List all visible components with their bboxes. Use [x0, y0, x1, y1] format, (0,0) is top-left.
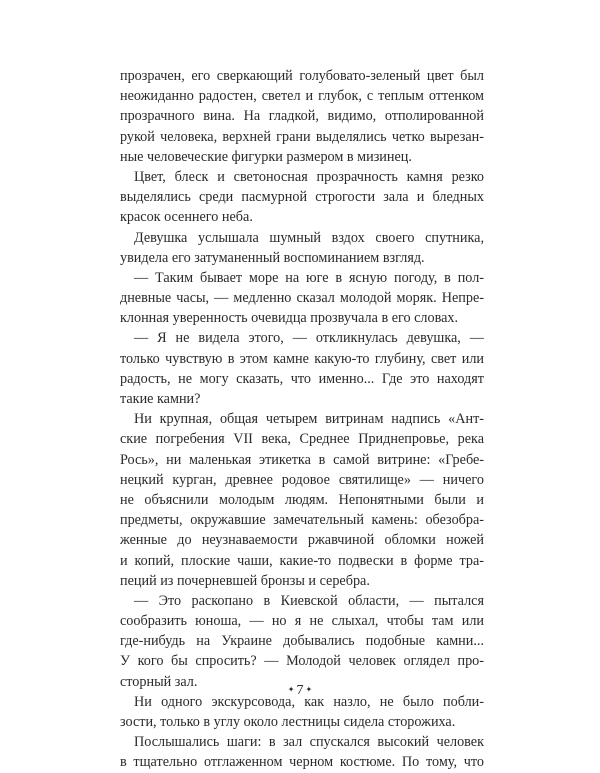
text-line: сообразить юноша, — но я не слыхал, чтобы там или — [120, 613, 484, 630]
body-text — [120, 66, 484, 773]
text-line: зости, только в углу около лестницы сидела сторожиха. — [120, 714, 456, 730]
text-line: — Таким бывает море на юге в ясную погоду, в пол- — [134, 269, 484, 286]
paragraph — [120, 167, 484, 228]
text-line: нецкий курган, древнее родовое святилище» — ничего — [120, 471, 484, 488]
text-line: прозрачен, его сверкающий голубовато-зеленый цвет был — [120, 68, 484, 84]
page-number: 7 — [296, 683, 304, 698]
text-line: только чувствую в этом камне какую-то глубину, свет или — [120, 350, 484, 367]
text-line: и копий, плоские чаши, какие-то подвески в форме тра- — [120, 552, 484, 569]
text-line: предметы, окружавшие замечательный камень: обезобра- — [120, 512, 484, 529]
text-line: — Я не видела этого, — откликнулась девушка, — — [134, 330, 484, 347]
text-line: Девушка услышала шумный вздох своего спутника, — [134, 229, 484, 246]
text-line: радость, не могу сказать, что именно... Где это находят — [120, 370, 484, 387]
text-line: Ни одного экскурсовода, как назло, не было побли- — [134, 693, 484, 710]
text-line: такие камни? — [120, 391, 201, 407]
text-line: увидела его затуманенный воспоминанием взгляд. — [120, 249, 425, 266]
text-line: рукой человека, верхней грани выделялись четко вырезан- — [120, 128, 484, 145]
text-line: Цвет, блеск и светоносная прозрачность камня резко — [134, 168, 484, 185]
text-line: прозрачного вина. На гладкой, видимо, отполированной — [120, 108, 484, 125]
text-line: дневные часы, — медленно сказал молодой моряк. Непре- — [120, 290, 484, 307]
text-line: ные человеческие фигурки размером в мизинец. — [120, 148, 412, 165]
paragraph — [120, 268, 484, 329]
paragraph — [120, 409, 484, 591]
paragraph — [120, 66, 484, 167]
text-line: красок осеннего неба. — [120, 209, 253, 226]
text-line: где-нибудь на Украине добывались подобные камни... — [120, 633, 484, 650]
paragraph — [120, 328, 484, 409]
paragraph — [120, 591, 484, 695]
page-footer — [0, 683, 600, 699]
text-line: сторный зал. — [120, 673, 198, 690]
paragraph — [120, 228, 484, 268]
text-line: в тщательно отглаженном черном костюме. По тому, что — [120, 754, 484, 771]
text-line: ские погребения VII века, Среднее Приднепровье, река — [120, 431, 484, 448]
paragraph — [120, 732, 484, 772]
text-line: Послышались шаги: в зал спускался высокий человек — [134, 734, 484, 751]
text-line: неожиданно радостен, светел и глубок, с теплым оттенком — [120, 88, 484, 105]
text-line: выделялись среди пасмурной строгости зала и бледных — [120, 189, 484, 206]
ornament-left-icon: ✦ — [287, 685, 295, 695]
text-line: Рось», ни маленькая этикетка в самой витрине: «Гребе- — [120, 451, 484, 468]
text-line: — Это раскопано в Киевской области, — пытался — [134, 592, 484, 609]
text-line: пеций из почерневшей бронзы и серебра. — [120, 572, 370, 589]
text-line: Ни крупная, общая четырем витринам надпись «Ант- — [134, 411, 484, 428]
text-line: клонная уверенность очевидца прозвучала в его словах. — [120, 310, 459, 327]
ornament-right-icon: ✦ — [305, 685, 313, 695]
text-line: не объяснили молодым людям. Непонятными были и — [120, 491, 484, 508]
text-line: У кого бы спросить? — Молодой человек оглядел про- — [120, 653, 484, 670]
text-line: женные до неузнаваемости ржавчиной обломки ножей — [120, 532, 484, 549]
